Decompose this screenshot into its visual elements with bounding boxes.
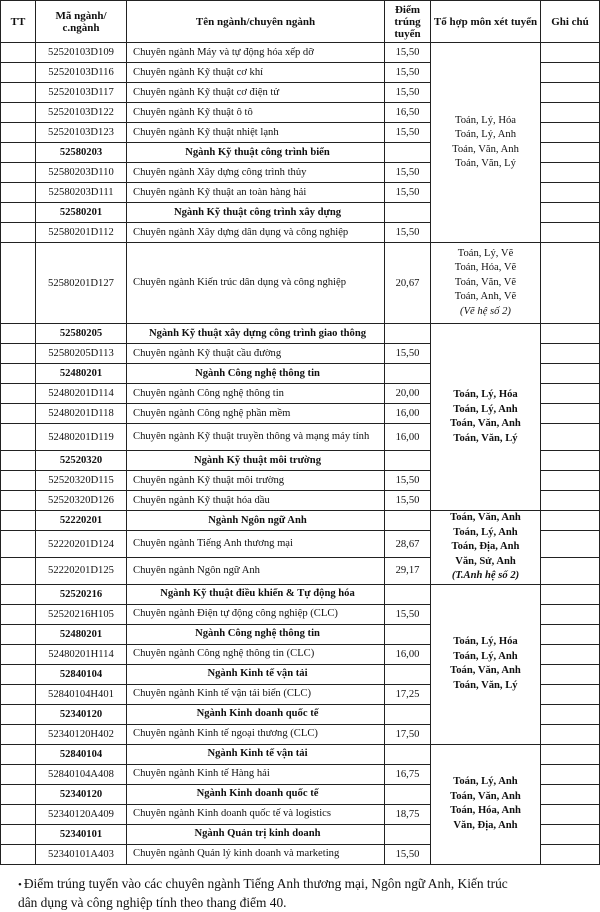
tt-cell <box>1 243 36 324</box>
name-text: Chuyên ngành Kỹ thuật nhiệt lạnh <box>133 126 279 138</box>
code-cell: 52840104 <box>36 664 127 684</box>
code-cell: 52220201D125 <box>36 557 127 584</box>
score-cell <box>385 324 431 344</box>
tt-cell <box>1 604 36 624</box>
name-cell <box>127 684 385 704</box>
score-cell: 29,17 <box>385 557 431 584</box>
code-cell: 52480201D114 <box>36 384 127 404</box>
tt-cell <box>1 804 36 824</box>
name-cell <box>127 664 385 684</box>
combo-line: Toán, Văn, Vẽ <box>454 276 517 288</box>
name-text: Chuyên ngành Kỹ thuật hóa dầu <box>133 494 270 506</box>
combo-line: Toán, Lý, Hóa <box>453 389 518 400</box>
note-cell <box>541 531 600 558</box>
note-cell <box>541 644 600 664</box>
score-cell: 15,50 <box>385 183 431 203</box>
code-cell: 52840104A408 <box>36 764 127 784</box>
name-cell <box>127 624 385 644</box>
combo-line: Toán, Văn, Lý <box>453 679 518 691</box>
name-text: Chuyên ngành Công nghệ thông tin (CLC) <box>133 648 315 659</box>
score-cell: 15,50 <box>385 471 431 491</box>
name-cell <box>127 744 385 764</box>
note-cell <box>541 203 600 223</box>
name-text: Chuyên ngành Kỹ thuật cơ khí <box>133 66 264 78</box>
note-cell <box>541 451 600 471</box>
combo-line: Toán, Lý, Anh <box>453 526 518 538</box>
combo-line: Toán, Lý, Anh <box>453 650 518 662</box>
combo-note: (T.Anh hệ số 2) <box>451 570 520 581</box>
code-cell: 52340120 <box>36 784 127 804</box>
note-cell <box>541 471 600 491</box>
header-combo: Tổ hợp môn xét tuyển <box>431 1 541 43</box>
name-cell <box>127 531 385 558</box>
code-cell: 52580203D111 <box>36 183 127 203</box>
name-text: Ngành Kinh doanh quốc tế <box>196 708 319 719</box>
score-cell: 16,00 <box>385 644 431 664</box>
name-text: Chuyên ngành Kỹ thuật truyền thông và mạng máy tính <box>133 431 370 442</box>
code-cell: 52340101 <box>36 824 127 844</box>
name-text: Chuyên ngành Kỹ thuật môi trường <box>133 474 285 486</box>
code-cell: 52580203 <box>36 143 127 163</box>
name-cell <box>127 344 385 364</box>
tt-cell <box>1 43 36 63</box>
name-cell <box>127 83 385 103</box>
score-cell: 16,75 <box>385 764 431 784</box>
table-row <box>1 43 600 63</box>
note-cell <box>541 824 600 844</box>
name-cell <box>127 404 385 424</box>
combo-line: Toán, Văn, Lý <box>453 432 518 444</box>
score-cell <box>385 744 431 764</box>
name-text: Chuyên ngành Kiến trúc dân dụng và công nghiệp <box>133 277 347 288</box>
code-cell: 52520216H105 <box>36 604 127 624</box>
combo-line: Toán, Lý, Hóa <box>453 636 518 647</box>
name-text: Chuyên ngành Kinh doanh quốc tế và logistics <box>133 808 332 819</box>
note-cell <box>541 424 600 451</box>
header-score: Điểm trúng tuyển <box>385 1 431 43</box>
combo-line: Toán, Văn, Anh <box>450 665 521 676</box>
code-cell: 52520320D115 <box>36 471 127 491</box>
code-cell: 52520103D122 <box>36 103 127 123</box>
name-text: Chuyên ngành Kinh tế Hàng hải <box>133 768 270 779</box>
tt-cell <box>1 824 36 844</box>
major-group-row <box>1 584 600 604</box>
name-text: Ngành Kỹ thuật môi trường <box>193 454 321 466</box>
score-cell: 17,25 <box>385 684 431 704</box>
note-cell <box>541 764 600 784</box>
name-cell <box>127 824 385 844</box>
note-cell <box>541 143 600 163</box>
name-cell <box>127 123 385 143</box>
name-cell <box>127 43 385 63</box>
combo-line: Toán, Lý, Hóa <box>454 114 517 126</box>
score-cell: 18,75 <box>385 804 431 824</box>
code-cell: 52480201D119 <box>36 424 127 451</box>
tt-cell <box>1 163 36 183</box>
tt-cell <box>1 724 36 744</box>
tt-cell <box>1 471 36 491</box>
note-cell <box>541 364 600 384</box>
header-name: Tên ngành/chuyên ngành <box>127 1 385 43</box>
note-cell <box>541 784 600 804</box>
score-cell: 17,50 <box>385 724 431 744</box>
code-cell: 52340120 <box>36 704 127 724</box>
note-cell <box>541 384 600 404</box>
score-cell <box>385 203 431 223</box>
name-text: Chuyên ngành Xây dựng công trình thủy <box>133 166 307 178</box>
bullet-icon: • <box>18 879 22 891</box>
note-cell <box>541 604 600 624</box>
tt-cell <box>1 324 36 344</box>
tt-cell <box>1 784 36 804</box>
combo-line: Văn, Sử, Anh <box>455 555 516 567</box>
note-cell <box>541 63 600 83</box>
header-code: Mã ngành/ c.ngành <box>36 1 127 43</box>
combo-line: Toán, Lý, Anh <box>453 776 518 787</box>
name-text: Chuyên ngành Kinh tế ngoại thương (CLC) <box>133 728 318 739</box>
code-cell: 52340120H402 <box>36 724 127 744</box>
score-cell: 28,67 <box>385 531 431 558</box>
name-text: Chuyên ngành Kỹ thuật ô tô <box>133 106 253 118</box>
code-cell: 52520103D117 <box>36 83 127 103</box>
score-cell <box>385 824 431 844</box>
footnote-line-2: dân dụng và công nghiệp tính theo thang điểm 40. <box>18 895 287 910</box>
name-cell <box>127 804 385 824</box>
code-cell: 52840104 <box>36 744 127 764</box>
name-text: Ngành Kỹ thuật điều khiển & Tự động hóa <box>160 588 355 599</box>
tt-cell <box>1 531 36 558</box>
name-cell <box>127 471 385 491</box>
code-cell: 52520103D116 <box>36 63 127 83</box>
name-cell <box>127 424 385 451</box>
tt-cell <box>1 424 36 451</box>
name-text: Chuyên ngành Công nghệ thông tin <box>133 387 284 399</box>
note-cell <box>541 83 600 103</box>
score-cell: 15,50 <box>385 844 431 864</box>
combo-cell <box>431 324 541 511</box>
code-cell: 52580201D112 <box>36 223 127 243</box>
name-text: Chuyên ngành Kỹ thuật an toàn hàng hải <box>133 186 307 198</box>
note-cell <box>541 684 600 704</box>
combo-cell <box>431 584 541 744</box>
code-cell: 52480201 <box>36 624 127 644</box>
footnote-text: Điểm trúng tuyển vào các chuyên ngành Tiếng Anh thương mại, Ngôn ngữ Anh, Kiến trúc <box>23 876 508 891</box>
score-cell <box>385 584 431 604</box>
table-row <box>1 243 600 324</box>
name-text: Chuyên ngành Máy và tự động hóa xếp dỡ <box>133 46 314 58</box>
name-cell <box>127 491 385 511</box>
name-text: Ngành Kinh tế vận tải <box>207 668 308 679</box>
tt-cell <box>1 664 36 684</box>
name-cell <box>127 223 385 243</box>
note-cell <box>541 511 600 531</box>
score-cell: 15,50 <box>385 491 431 511</box>
note-cell <box>541 404 600 424</box>
header-note: Ghi chú <box>541 1 600 43</box>
note-cell <box>541 324 600 344</box>
tt-cell <box>1 644 36 664</box>
tt-cell <box>1 404 36 424</box>
code-cell: 52480201 <box>36 364 127 384</box>
name-text: Ngành Kinh doanh quốc tế <box>196 788 319 799</box>
score-cell: 15,50 <box>385 604 431 624</box>
name-cell <box>127 384 385 404</box>
note-cell <box>541 103 600 123</box>
score-cell: 15,50 <box>385 43 431 63</box>
score-cell: 20,00 <box>385 384 431 404</box>
score-cell <box>385 784 431 804</box>
name-cell <box>127 784 385 804</box>
tt-cell <box>1 103 36 123</box>
score-cell: 15,50 <box>385 123 431 143</box>
code-cell: 52520103D123 <box>36 123 127 143</box>
note-cell <box>541 491 600 511</box>
footnote-line-1 <box>18 875 600 894</box>
name-text: Ngành Kỹ thuật công trình xây dựng <box>173 206 342 218</box>
tt-cell <box>1 203 36 223</box>
major-group-row <box>1 744 600 764</box>
score-cell: 15,50 <box>385 344 431 364</box>
score-cell: 16,00 <box>385 404 431 424</box>
name-cell <box>127 844 385 864</box>
name-cell <box>127 704 385 724</box>
name-cell <box>127 63 385 83</box>
tt-cell <box>1 744 36 764</box>
code-cell: 52220201D124 <box>36 531 127 558</box>
code-cell: 52580203D110 <box>36 163 127 183</box>
combo-line: Toán, Lý, Anh <box>453 403 518 415</box>
note-cell <box>541 584 600 604</box>
name-text: Ngành Công nghệ thông tin <box>195 628 320 639</box>
tt-cell <box>1 491 36 511</box>
combo-line: Toán, Văn, Lý <box>455 158 516 169</box>
name-cell <box>127 203 385 223</box>
name-text: Chuyên ngành Kinh tế vận tải biển (CLC) <box>133 688 311 699</box>
score-cell <box>385 704 431 724</box>
note-cell <box>541 624 600 644</box>
tt-cell <box>1 684 36 704</box>
note-cell <box>541 163 600 183</box>
name-cell <box>127 557 385 584</box>
major-group-row <box>1 511 600 531</box>
name-text: Ngành Kinh tế vận tải <box>207 748 308 759</box>
tt-cell <box>1 704 36 724</box>
score-cell: 20,67 <box>385 243 431 324</box>
name-cell <box>127 724 385 744</box>
code-cell: 52520320 <box>36 451 127 471</box>
name-cell <box>127 764 385 784</box>
note-cell <box>541 123 600 143</box>
code-cell: 52840104H401 <box>36 684 127 704</box>
code-cell: 52480201D118 <box>36 404 127 424</box>
score-cell <box>385 364 431 384</box>
combo-line: Toán, Lý, Anh <box>454 129 517 140</box>
combo-cell <box>431 243 541 324</box>
name-text: Ngành Kỹ thuật xây dựng công trình giao thông <box>148 327 367 339</box>
code-cell: 52520320D126 <box>36 491 127 511</box>
combo-line: Toán, Văn, Anh <box>450 790 521 802</box>
name-cell <box>127 364 385 384</box>
name-cell <box>127 644 385 664</box>
code-cell: 52520216 <box>36 584 127 604</box>
combo-line: Toán, Văn, Anh <box>452 143 519 155</box>
name-text: Chuyên ngành Ngôn ngữ Anh <box>133 564 260 576</box>
note-cell <box>541 243 600 324</box>
combo-line: Toán, Anh, Vẽ <box>454 291 517 303</box>
name-text: Ngành Kỹ thuật công trình biển <box>185 146 330 158</box>
footnote <box>18 875 600 911</box>
code-cell: 52580205 <box>36 324 127 344</box>
combo-note: (Vẽ hệ số 2) <box>460 305 511 317</box>
tt-cell <box>1 364 36 384</box>
tt-cell <box>1 451 36 471</box>
score-cell: 15,50 <box>385 83 431 103</box>
name-cell <box>127 103 385 123</box>
code-cell: 52580205D113 <box>36 344 127 364</box>
code-cell: 52580201D127 <box>36 243 127 324</box>
name-cell <box>127 243 385 324</box>
name-cell <box>127 604 385 624</box>
combo-cell <box>431 511 541 585</box>
tt-cell <box>1 143 36 163</box>
note-cell <box>541 223 600 243</box>
tt-cell <box>1 63 36 83</box>
tt-cell <box>1 511 36 531</box>
tt-cell <box>1 344 36 364</box>
name-text: Chuyên ngành Công nghệ phần mềm <box>133 407 291 419</box>
name-cell <box>127 584 385 604</box>
tt-cell <box>1 83 36 103</box>
name-text: Ngành Quản trị kinh doanh <box>194 828 321 839</box>
name-text: Ngành Công nghệ thông tin <box>195 367 320 379</box>
name-text: Chuyên ngành Điện tự động công nghiệp (CLC) <box>133 608 338 619</box>
code-cell: 52480201H114 <box>36 644 127 664</box>
note-cell <box>541 724 600 744</box>
tt-cell <box>1 384 36 404</box>
combo-cell <box>431 744 541 864</box>
combo-line: Toán, Địa, Anh <box>451 541 520 552</box>
name-cell <box>127 183 385 203</box>
major-group-row <box>1 324 600 344</box>
tt-cell <box>1 624 36 644</box>
score-cell <box>385 451 431 471</box>
table-header-row <box>1 1 600 43</box>
combo-line: Toán, Văn, Anh <box>450 512 521 523</box>
note-cell <box>541 183 600 203</box>
score-cell: 15,50 <box>385 63 431 83</box>
name-text: Chuyên ngành Tiếng Anh thương mại <box>133 538 293 550</box>
note-cell <box>541 557 600 584</box>
code-cell: 52220201 <box>36 511 127 531</box>
score-cell: 15,50 <box>385 223 431 243</box>
name-cell <box>127 143 385 163</box>
score-cell <box>385 511 431 531</box>
tt-cell <box>1 584 36 604</box>
name-cell <box>127 451 385 471</box>
note-cell <box>541 344 600 364</box>
score-cell <box>385 143 431 163</box>
tt-cell <box>1 123 36 143</box>
note-cell <box>541 744 600 764</box>
name-cell <box>127 163 385 183</box>
name-cell <box>127 324 385 344</box>
tt-cell <box>1 223 36 243</box>
score-cell <box>385 624 431 644</box>
code-cell: 52520103D109 <box>36 43 127 63</box>
score-cell <box>385 664 431 684</box>
tt-cell <box>1 764 36 784</box>
name-cell <box>127 511 385 531</box>
code-cell: 52340101A403 <box>36 844 127 864</box>
name-text: Chuyên ngành Quản lý kinh doanh và marketing <box>133 848 340 859</box>
combo-line: Toán, Văn, Anh <box>450 418 521 429</box>
combo-line: Toán, Lý, Vẽ <box>457 247 514 259</box>
code-cell: 52340120A409 <box>36 804 127 824</box>
combo-cell <box>431 43 541 243</box>
name-text: Chuyên ngành Kỹ thuật cơ điện tử <box>133 86 280 98</box>
combo-line: Văn, Địa, Anh <box>453 819 518 831</box>
score-cell: 16,50 <box>385 103 431 123</box>
note-cell <box>541 844 600 864</box>
code-cell: 52580201 <box>36 203 127 223</box>
combo-line: Toán, Hóa, Vẽ <box>454 262 517 274</box>
note-cell <box>541 43 600 63</box>
name-text: Ngành Ngôn ngữ Anh <box>208 514 307 526</box>
header-tt: TT <box>1 1 36 43</box>
name-text: Chuyên ngành Xây dựng dân dụng và công nghiệp <box>133 226 349 238</box>
name-text: Chuyên ngành Kỹ thuật cầu đường <box>133 347 282 359</box>
score-cell: 15,50 <box>385 163 431 183</box>
tt-cell <box>1 183 36 203</box>
note-cell <box>541 664 600 684</box>
tt-cell <box>1 844 36 864</box>
combo-line: Toán, Hóa, Anh <box>450 805 521 816</box>
tt-cell <box>1 557 36 584</box>
note-cell <box>541 804 600 824</box>
score-cell: 16,00 <box>385 424 431 451</box>
note-cell <box>541 704 600 724</box>
